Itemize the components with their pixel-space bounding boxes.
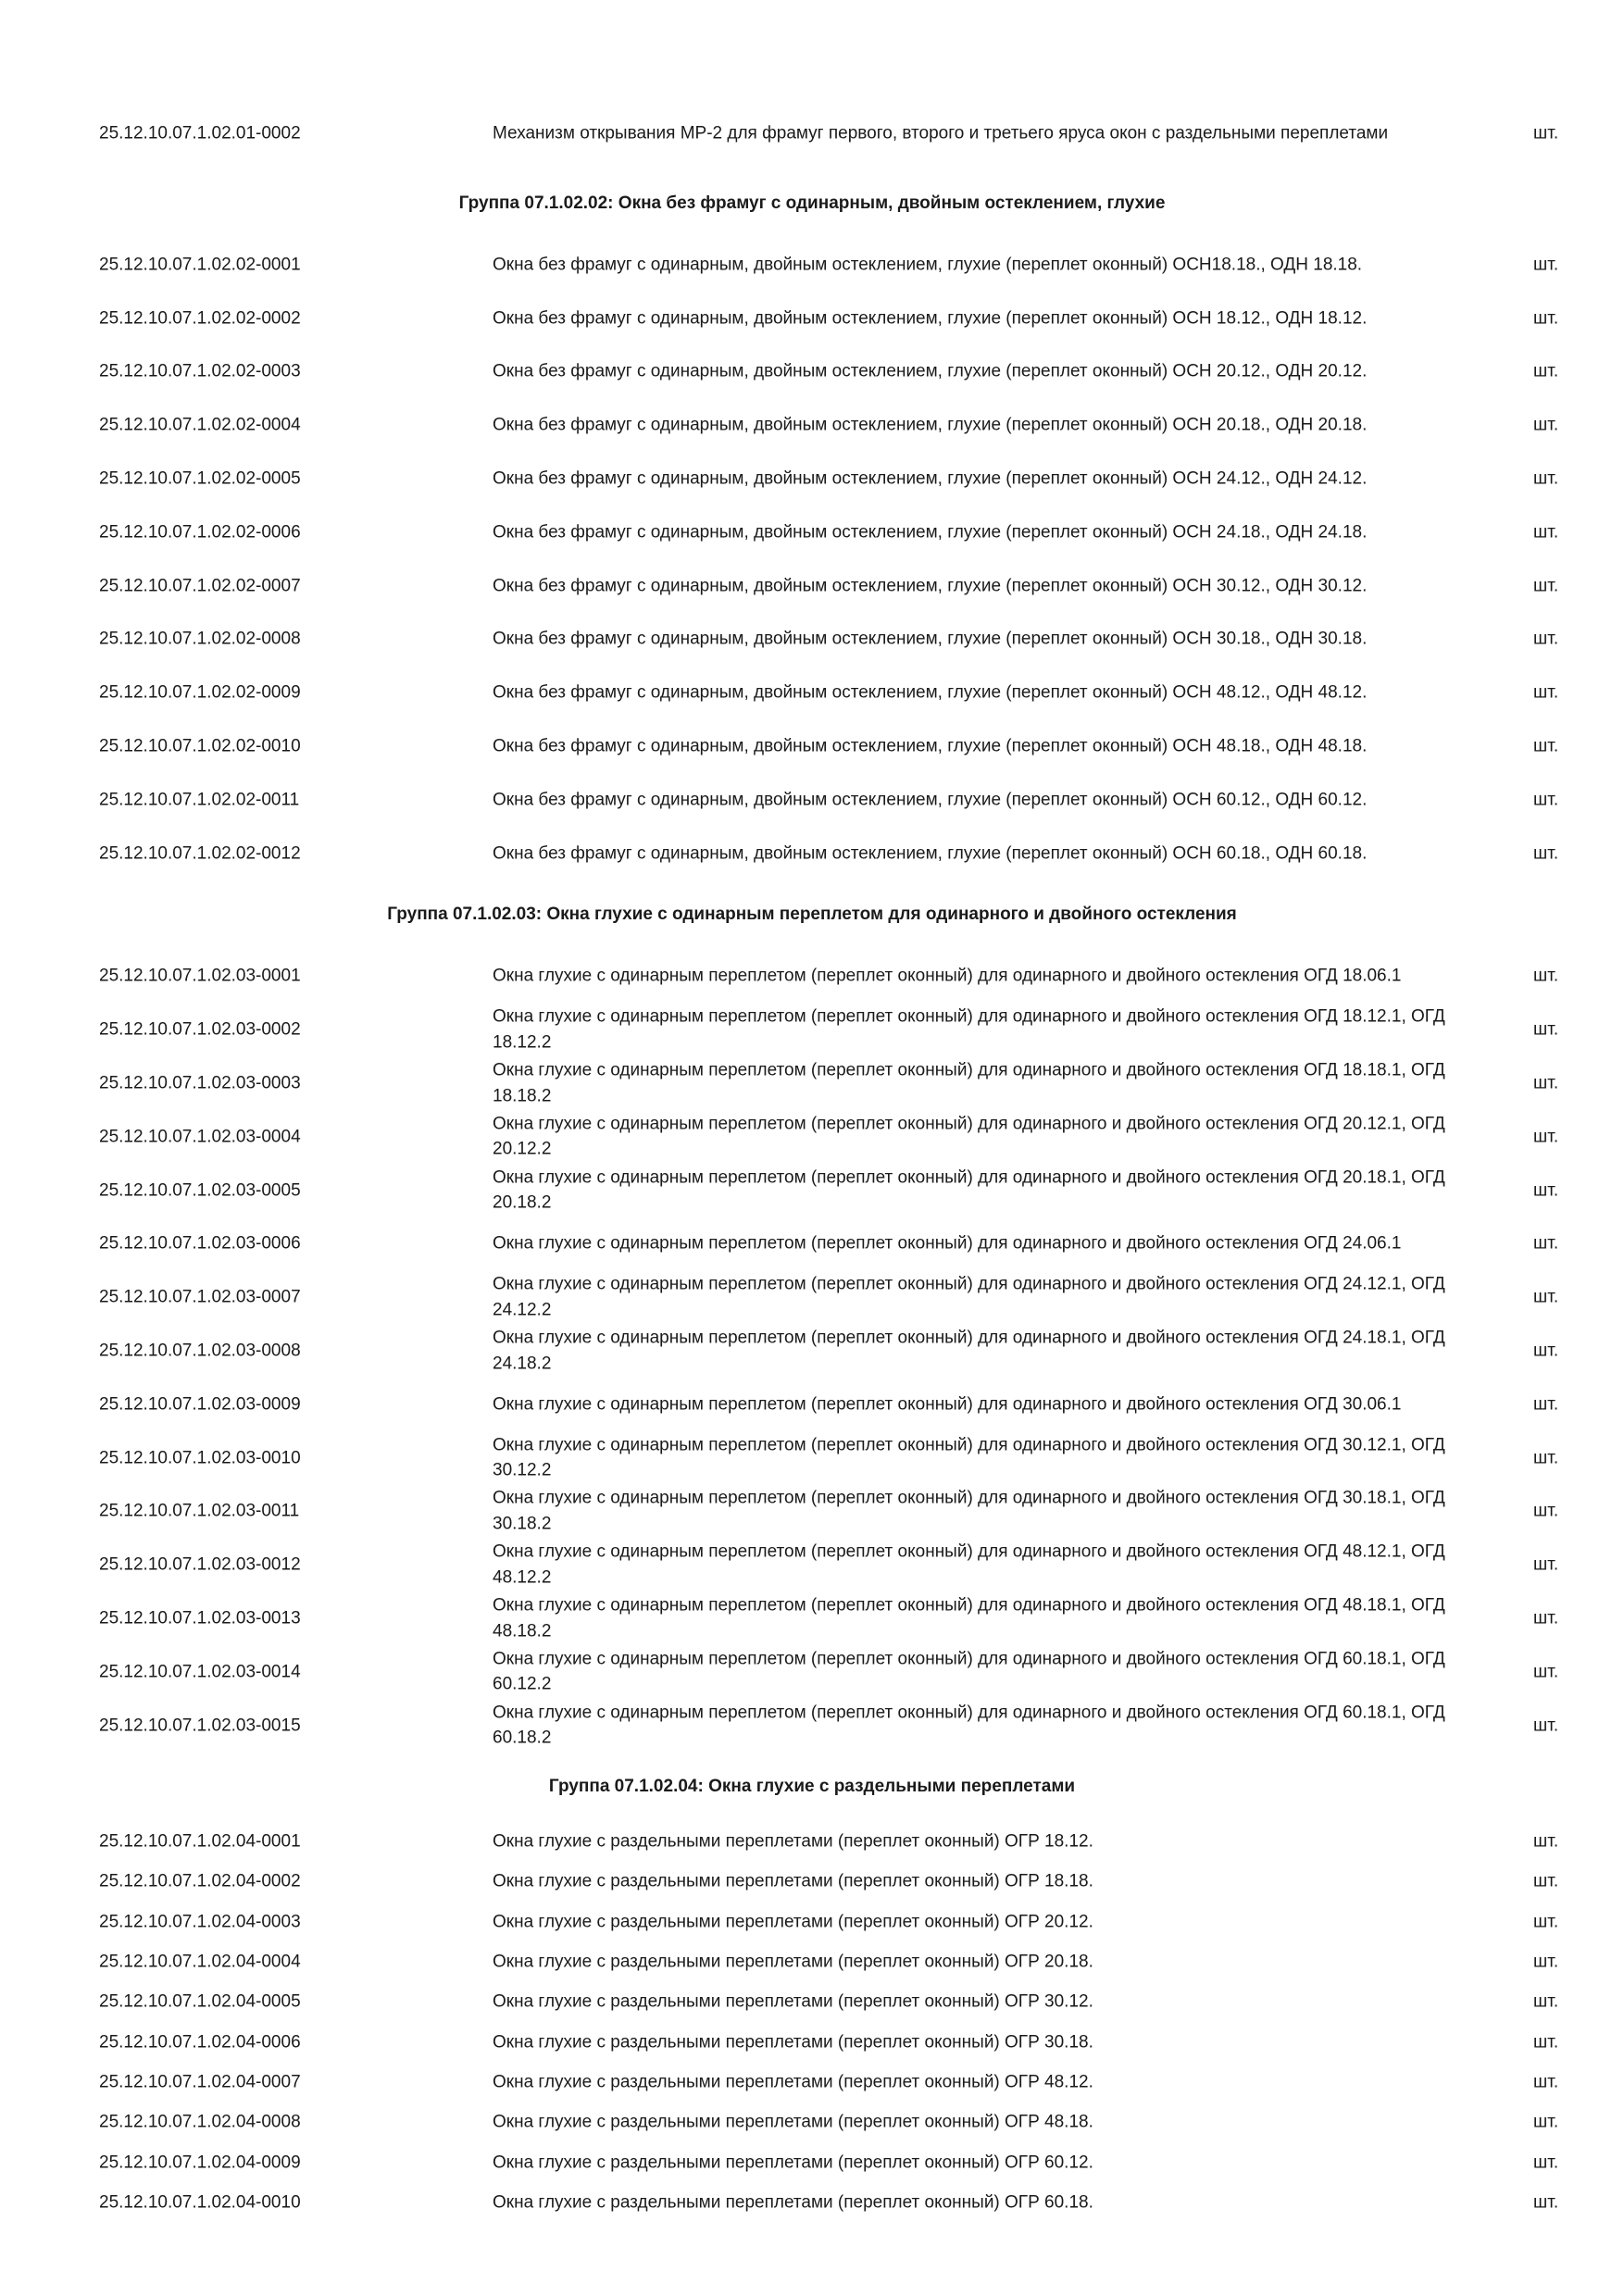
top-section xyxy=(0,97,1624,168)
item-code: 25.12.10.07.1.02.03-0014 xyxy=(99,1662,301,1682)
item-unit: шт. xyxy=(1533,123,1559,143)
item-unit: шт. xyxy=(1533,1501,1559,1521)
table-row xyxy=(0,613,1624,667)
item-unit: шт. xyxy=(1533,790,1559,810)
item-unit: шт. xyxy=(1533,966,1559,986)
item-description: Окна глухие с раздельными переплетами (переплет оконный) ОГР 18.18. xyxy=(493,1871,1093,1891)
item-unit: шт. xyxy=(1533,2152,1559,2173)
item-description: Окна глухие с раздельными переплетами (переплет оконный) ОГР 20.18. xyxy=(493,1952,1093,1972)
table-row xyxy=(0,827,1624,880)
item-code: 25.12.10.07.1.02.01-0002 xyxy=(99,123,301,143)
table-row xyxy=(0,1941,1624,1981)
item-description: Окна глухие с одинарным переплетом (переплет оконный) для одинарного и двойного остекления ОГД 20.18.1, ОГД 20.18.2 xyxy=(493,1167,1445,1213)
item-description: Механизм открывания МР-2 для фрамуг первого, второго и третьего яруса окон с раздельными переплетами xyxy=(493,122,1389,143)
item-unit: шт. xyxy=(1533,522,1559,543)
group-section xyxy=(0,880,1624,1753)
item-description: Окна глухие с раздельными переплетами (переплет оконный) ОГР 48.18. xyxy=(493,2112,1093,2132)
item-unit: шт. xyxy=(1533,2072,1559,2092)
item-description: Окна без фрамуг с одинарным, двойным остеклением, глухие (переплет оконный) ОСН 20.18., ОДН 20.18. xyxy=(493,415,1368,435)
table-row xyxy=(0,950,1624,1004)
group-list xyxy=(0,168,1624,2222)
item-unit: шт. xyxy=(1533,1180,1559,1201)
group-header: Группа 07.1.02.03: Окна глухие с одинарным переплетом для одинарного и двойного остекления xyxy=(387,905,1237,925)
group-header: Группа 07.1.02.04: Окна глухие с раздельными переплетами xyxy=(548,1777,1076,1797)
table-row xyxy=(0,1217,1624,1271)
table-row xyxy=(0,1270,1624,1324)
item-code: 25.12.10.07.1.02.04-0001 xyxy=(99,1831,301,1852)
item-unit: шт. xyxy=(1533,1608,1559,1628)
item-code: 25.12.10.07.1.02.03-0003 xyxy=(99,1073,301,1093)
table-row xyxy=(0,1645,1624,1699)
table-row xyxy=(0,559,1624,613)
table-row xyxy=(0,1591,1624,1645)
table-row xyxy=(0,719,1624,773)
table-row xyxy=(0,1431,1624,1485)
item-unit: шт. xyxy=(1533,1073,1559,1093)
item-description: Окна глухие с раздельными переплетами (переплет оконный) ОГР 30.12. xyxy=(493,1991,1093,2012)
item-code: 25.12.10.07.1.02.03-0013 xyxy=(99,1608,301,1628)
table-row xyxy=(0,2103,1624,2142)
item-code: 25.12.10.07.1.02.03-0001 xyxy=(99,966,301,986)
table-row xyxy=(0,1056,1624,1110)
item-unit: шт. xyxy=(1533,1912,1559,1932)
item-code: 25.12.10.07.1.02.02-0001 xyxy=(99,255,301,275)
item-unit: шт. xyxy=(1533,1448,1559,1468)
item-unit: шт. xyxy=(1533,682,1559,703)
table-row xyxy=(0,666,1624,719)
item-unit: шт. xyxy=(1533,1394,1559,1415)
table-row xyxy=(0,1485,1624,1539)
item-code: 25.12.10.07.1.02.02-0004 xyxy=(99,415,301,435)
item-code: 25.12.10.07.1.02.04-0002 xyxy=(99,1871,301,1891)
group-section xyxy=(0,1753,1624,2223)
item-unit: шт. xyxy=(1533,1952,1559,1972)
item-code: 25.12.10.07.1.02.03-0007 xyxy=(99,1287,301,1307)
item-unit: шт. xyxy=(1533,1831,1559,1852)
item-code: 25.12.10.07.1.02.03-0002 xyxy=(99,1019,301,1040)
item-code: 25.12.10.07.1.02.04-0009 xyxy=(99,2152,301,2173)
item-unit: шт. xyxy=(1533,1716,1559,1736)
item-description: Окна глухие с раздельными переплетами (переплет оконный) ОГР 60.18. xyxy=(493,2192,1093,2213)
item-unit: шт. xyxy=(1533,629,1559,649)
item-description: Окна без фрамуг с одинарным, двойным остеклением, глухие (переплет оконный) ОСН 24.12., ОДН 24.12. xyxy=(493,468,1368,489)
item-unit: шт. xyxy=(1533,255,1559,275)
table-row xyxy=(0,1902,1624,1941)
item-unit: шт. xyxy=(1533,2192,1559,2213)
item-description: Окна глухие с одинарным переплетом (переплет оконный) для одинарного и двойного остекления ОГД 30.06.1 xyxy=(493,1394,1402,1415)
item-unit: шт. xyxy=(1533,1662,1559,1682)
item-unit: шт. xyxy=(1533,2032,1559,2053)
table-row xyxy=(0,1003,1624,1056)
item-code: 25.12.10.07.1.02.02-0002 xyxy=(99,308,301,329)
item-description: Окна глухие с одинарным переплетом (переплет оконный) для одинарного и двойного остекления ОГД 24.12.1, ОГД 24.12.2 xyxy=(493,1274,1445,1320)
item-description: Окна глухие с раздельными переплетами (переплет оконный) ОГР 48.12. xyxy=(493,2072,1093,2092)
item-description: Окна без фрамуг с одинарным, двойным остеклением, глухие (переплет оконный) ОСН 48.12., ОДН 48.12. xyxy=(493,682,1368,703)
item-code: 25.12.10.07.1.02.04-0005 xyxy=(99,1991,301,2012)
table-row xyxy=(0,1538,1624,1591)
group-section xyxy=(0,168,1624,880)
item-code: 25.12.10.07.1.02.02-0008 xyxy=(99,629,301,649)
item-code: 25.12.10.07.1.02.03-0004 xyxy=(99,1127,301,1147)
item-code: 25.12.10.07.1.02.03-0015 xyxy=(99,1716,301,1736)
table-row xyxy=(0,238,1624,292)
item-description: Окна без фрамуг с одинарным, двойным остеклением, глухие (переплет оконный) ОСН 60.18., ОДН 60.18. xyxy=(493,842,1368,863)
item-unit: шт. xyxy=(1533,1991,1559,2012)
item-description: Окна без фрамуг с одинарным, двойным остеклением, глухие (переплет оконный) ОСН 60.12., ОДН 60.12. xyxy=(493,790,1368,810)
item-description: Окна глухие с раздельными переплетами (переплет оконный) ОГР 60.12. xyxy=(493,2152,1093,2172)
item-description: Окна без фрамуг с одинарным, двойным остеклением, глухие (переплет оконный) ОСН18.18., ОДН 18.18. xyxy=(493,255,1363,275)
item-description: Окна глухие с одинарным переплетом (переплет оконный) для одинарного и двойного остекления ОГД 24.18.1, ОГД 24.18.2 xyxy=(493,1328,1445,1374)
item-description: Окна глухие с одинарным переплетом (переплет оконный) для одинарного и двойного остекления ОГД 18.06.1 xyxy=(493,966,1402,986)
table-row xyxy=(0,345,1624,399)
item-code: 25.12.10.07.1.02.03-0012 xyxy=(99,1554,301,1575)
table-row xyxy=(0,292,1624,345)
item-unit: шт. xyxy=(1533,361,1559,381)
item-unit: шт. xyxy=(1533,576,1559,596)
table-row xyxy=(0,1324,1624,1378)
item-description: Окна глухие с одинарным переплетом (переплет оконный) для одинарного и двойного остекления ОГД 60.18.1, ОГД 60.12.2 xyxy=(493,1649,1445,1694)
item-unit: шт. xyxy=(1533,1554,1559,1575)
table-row xyxy=(0,97,1624,168)
group-header: Группа 07.1.02.02: Окна без фрамуг с одинарным, двойным остеклением, глухие xyxy=(458,193,1166,213)
item-description: Окна без фрамуг с одинарным, двойным остеклением, глухие (переплет оконный) ОСН 30.12., ОДН 30.12. xyxy=(493,575,1368,595)
item-code: 25.12.10.07.1.02.03-0006 xyxy=(99,1233,301,1254)
item-code: 25.12.10.07.1.02.02-0005 xyxy=(99,468,301,489)
item-description: Окна глухие с одинарным переплетом (переплет оконный) для одинарного и двойного остекления ОГД 48.12.1, ОГД 48.12.2 xyxy=(493,1541,1445,1588)
item-description: Окна глухие с одинарным переплетом (переплет оконный) для одинарного и двойного остекления ОГД 30.12.1, ОГД 30.12.2 xyxy=(493,1435,1445,1480)
item-code: 25.12.10.07.1.02.04-0007 xyxy=(99,2072,301,2092)
item-description: Окна глухие с одинарным переплетом (переплет оконный) для одинарного и двойного остекления ОГД 18.12.1, ОГД 18.12.2 xyxy=(493,1006,1445,1053)
item-description: Окна без фрамуг с одинарным, двойным остеклением, глухие (переплет оконный) ОСН 30.18., ОДН 30.18. xyxy=(493,629,1368,649)
table-row xyxy=(0,398,1624,452)
item-description: Окна глухие с одинарным переплетом (переплет оконный) для одинарного и двойного остекления ОГД 24.06.1 xyxy=(493,1233,1402,1254)
table-row xyxy=(0,1822,1624,1862)
item-code: 25.12.10.07.1.02.02-0009 xyxy=(99,682,301,703)
item-description: Окна глухие с одинарным переплетом (переплет оконный) для одинарного и двойного остекления ОГД 18.18.1, ОГД 18.18.2 xyxy=(493,1060,1445,1106)
item-code: 25.12.10.07.1.02.04-0006 xyxy=(99,2032,301,2053)
item-code: 25.12.10.07.1.02.02-0006 xyxy=(99,522,301,543)
item-unit: шт. xyxy=(1533,1019,1559,1040)
item-description: Окна глухие с одинарным переплетом (переплет оконный) для одинарного и двойного остекления ОГД 48.18.1, ОГД 48.18.2 xyxy=(493,1595,1445,1641)
item-code: 25.12.10.07.1.02.03-0005 xyxy=(99,1180,301,1201)
item-code: 25.12.10.07.1.02.02-0003 xyxy=(99,361,301,381)
item-description: Окна глухие с раздельными переплетами (переплет оконный) ОГР 30.18. xyxy=(493,2031,1093,2052)
table-row xyxy=(0,2182,1624,2222)
item-code: 25.12.10.07.1.02.02-0011 xyxy=(99,790,300,810)
item-description: Окна глухие с раздельными переплетами (переплет оконный) ОГР 20.12. xyxy=(493,1912,1093,1931)
item-description: Окна глухие с одинарным переплетом (переплет оконный) для одинарного и двойного остекления ОГД 20.12.1, ОГД 20.12.2 xyxy=(493,1114,1445,1159)
item-code: 25.12.10.07.1.02.03-0008 xyxy=(99,1341,301,1361)
table-row xyxy=(0,1862,1624,1902)
item-description: Окна глухие с раздельными переплетами (переплет оконный) ОГР 18.12. xyxy=(493,1831,1093,1852)
table-row xyxy=(0,2062,1624,2102)
item-description: Окна без фрамуг с одинарным, двойным остеклением, глухие (переплет оконный) ОСН 20.12., ОДН 20.12. xyxy=(493,361,1368,381)
item-description: Окна без фрамуг с одинарным, двойным остеклением, глухие (переплет оконный) ОСН 24.18., ОДН 24.18. xyxy=(493,522,1368,543)
item-unit: шт. xyxy=(1533,468,1559,489)
item-code: 25.12.10.07.1.02.02-0007 xyxy=(99,576,301,596)
item-unit: шт. xyxy=(1533,1341,1559,1361)
item-unit: шт. xyxy=(1533,308,1559,329)
item-code: 25.12.10.07.1.02.02-0012 xyxy=(99,843,301,864)
table-row xyxy=(0,2142,1624,2182)
table-row xyxy=(0,773,1624,827)
item-code: 25.12.10.07.1.02.04-0008 xyxy=(99,2112,301,2132)
item-code: 25.12.10.07.1.02.04-0004 xyxy=(99,1952,301,1972)
table-row xyxy=(0,1982,1624,2022)
table-row xyxy=(0,1110,1624,1164)
item-code: 25.12.10.07.1.02.03-0011 xyxy=(99,1501,300,1521)
item-unit: шт. xyxy=(1533,843,1559,864)
item-code: 25.12.10.07.1.02.03-0010 xyxy=(99,1448,301,1468)
item-unit: шт. xyxy=(1533,1127,1559,1147)
table-row xyxy=(0,452,1624,505)
item-unit: шт. xyxy=(1533,2112,1559,2132)
item-code: 25.12.10.07.1.02.04-0010 xyxy=(99,2192,301,2213)
table-row xyxy=(0,1164,1624,1217)
item-unit: шт. xyxy=(1533,1287,1559,1307)
table-row xyxy=(0,1378,1624,1431)
item-code: 25.12.10.07.1.02.02-0010 xyxy=(99,736,301,756)
item-unit: шт. xyxy=(1533,736,1559,756)
item-description: Окна глухие с одинарным переплетом (переплет оконный) для одинарного и двойного остекления ОГД 30.18.1, ОГД 30.18.2 xyxy=(493,1488,1445,1534)
item-description: Окна без фрамуг с одинарным, двойным остеклением, глухие (переплет оконный) ОСН 18.12., ОДН 18.12. xyxy=(493,307,1368,328)
item-code: 25.12.10.07.1.02.04-0003 xyxy=(99,1912,301,1932)
item-unit: шт. xyxy=(1533,1233,1559,1254)
item-code: 25.12.10.07.1.02.03-0009 xyxy=(99,1394,301,1415)
table-row xyxy=(0,505,1624,559)
table-row xyxy=(0,2022,1624,2062)
item-unit: шт. xyxy=(1533,1871,1559,1891)
item-unit: шт. xyxy=(1533,415,1559,435)
item-description: Окна глухие с одинарным переплетом (переплет оконный) для одинарного и двойного остекления ОГД 60.18.1, ОГД 60.18.2 xyxy=(493,1703,1445,1748)
table-row xyxy=(0,1699,1624,1753)
item-description: Окна без фрамуг с одинарным, двойным остеклением, глухие (переплет оконный) ОСН 48.18., ОДН 48.18. xyxy=(493,736,1368,756)
